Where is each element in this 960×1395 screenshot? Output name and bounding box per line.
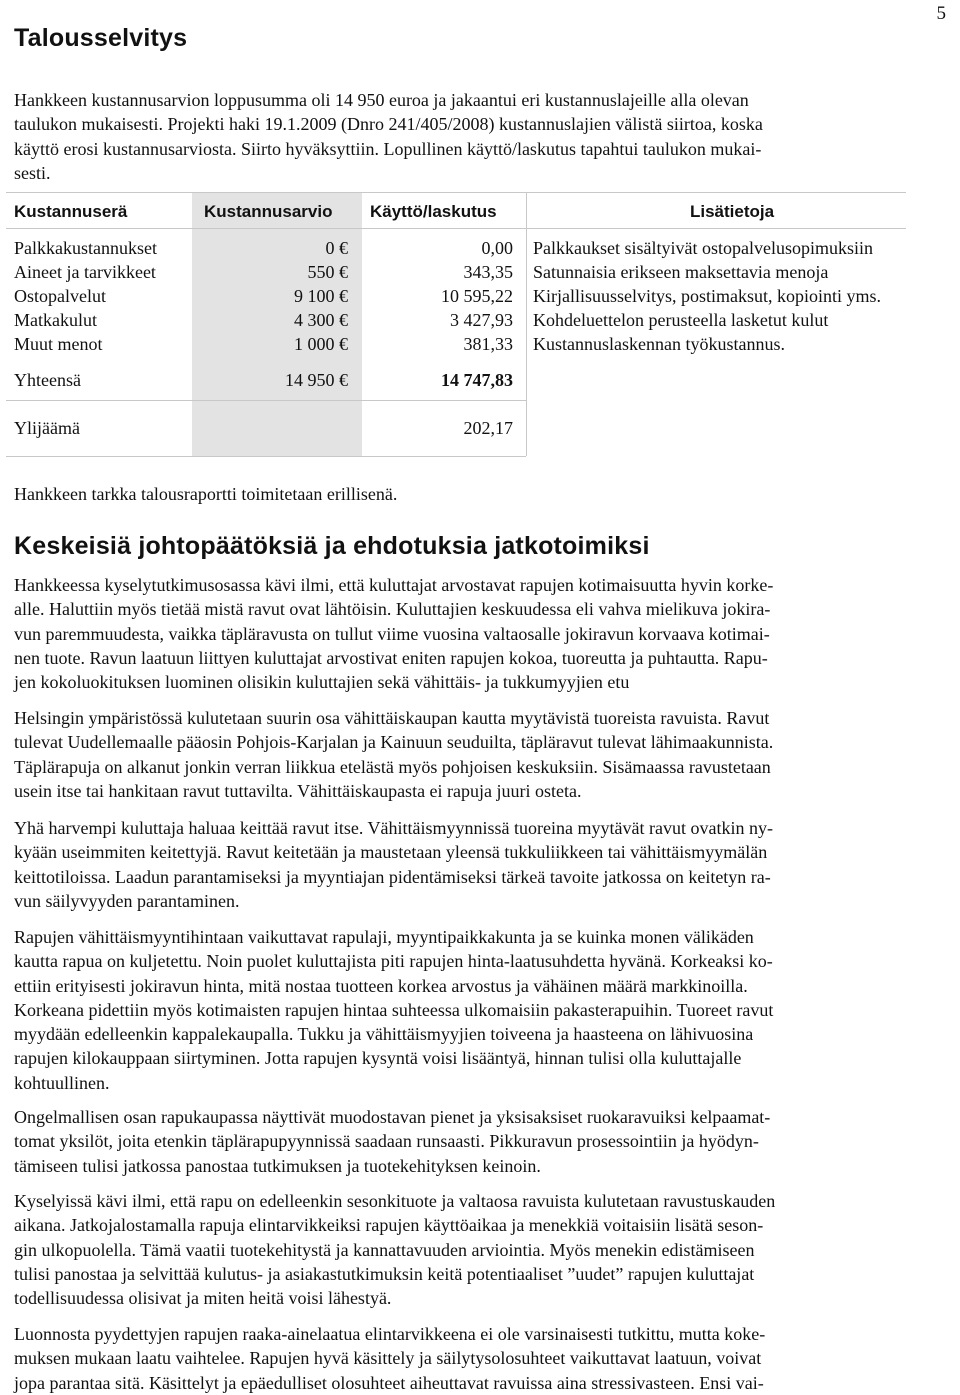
table-row-item: Aineet ja tarvikkeet bbox=[14, 262, 156, 282]
table-row-used: 10 595,22 bbox=[441, 286, 513, 306]
table-row-item: Ostopalvelut bbox=[14, 286, 106, 306]
paragraph bbox=[14, 1189, 904, 1310]
page-number: 5 bbox=[936, 3, 946, 24]
text-line: Hankkeen tarkka talousraportti toimitetaan erillisenä. bbox=[14, 484, 398, 504]
text-line: myydään edelleenkin kappalekaupalla. Tukku ja vähittäismyyjien toiveena ja haasteena on lähivuosina bbox=[14, 1024, 754, 1045]
text-line: nen tuote. Ravun laatuun liittyen kuluttajat arvostivat eniten rapujen kokoa, tuoreutta ja puhtautta. Rapu- bbox=[14, 647, 768, 668]
report-note bbox=[14, 482, 904, 506]
text-line: tämiseen tulisi jatkossa panostaa tutkimuksen ja tuotekehityksen keinoin. bbox=[14, 1155, 541, 1176]
paragraph bbox=[14, 1322, 904, 1395]
table-rule bbox=[6, 400, 526, 401]
header-kustannusera: Kustannuserä bbox=[14, 202, 128, 221]
text-line: kohtuullinen. bbox=[14, 1072, 110, 1093]
paragraph bbox=[14, 1105, 904, 1178]
text-line: tulevat Uudellemaalle pääosin Pohjois-Karjalan ja Kainuun seuduilta, täpläravut tulevat lähimaakunnista. bbox=[14, 732, 774, 753]
text-line: vun paremmuudesta, vaikka täpläravusta on tullut viime vuosina valtaosalle jokiravun korvaava kotimai- bbox=[14, 623, 770, 644]
text-line: Helsingin ympäristössä kulutetaan suurin osa vähittäiskaupan kautta myytävistä tuoreista ravuista. Ravut bbox=[14, 708, 770, 728]
section-title-talousselvitys: Talousselvitys bbox=[14, 24, 188, 52]
text-line: todellisuudessa olisivat ja miten heitä voisi lähestyä. bbox=[14, 1288, 392, 1309]
surplus-used: 202,17 bbox=[463, 418, 513, 438]
text-line: Yhä harvempi kuluttaja haluaa keittää ravut itse. Vähittäismyynnissä tuoreina myytävät ravut ovatkin ny- bbox=[14, 818, 773, 838]
table-row-info: Kohdeluettelon perusteella lasketut kulut bbox=[533, 310, 829, 330]
paragraph bbox=[14, 706, 904, 803]
table-row-used: 343,35 bbox=[463, 262, 513, 282]
table-row-budget: 0 € bbox=[325, 238, 348, 258]
text-line: Luonnosta pyydettyjen rapujen raaka-ainelaatua elintarvikkeena ei ole varsinaisesti tutkittu, mutta koke- bbox=[14, 1324, 766, 1344]
table-row-budget: 550 € bbox=[307, 262, 348, 282]
text-line: usein itse tai hankitaan ravut tuttavilta. Vähittäiskaupasta ei rapuja juuri osteta. bbox=[14, 780, 582, 801]
text-line: Rapujen vähittäismyyntihintaan vaikuttavat rapulaji, myyntipaikkakunta ja se kuinka monen välikäden bbox=[14, 927, 754, 947]
text-line: vun säilyvyyden parantaminen. bbox=[14, 890, 240, 911]
text-line: Hankkeessa kyselytutkimusosassa kävi ilmi, että kuluttajat arvostavat rapujen kotimaisuutta hyvin korke- bbox=[14, 575, 774, 595]
text-line: Ongelmallisen osan rapukaupassa näyttivät muodostavan pienet ja yksisaksiset ruokaravuiksi kelpaamat- bbox=[14, 1107, 771, 1127]
text-line: Hankkeen kustannusarvion loppusumma oli 14 950 euroa ja jakaantui eri kustannuslajeille alla olevan bbox=[14, 90, 749, 110]
paragraph bbox=[14, 816, 904, 913]
text-line: alle. Haluttiin myös tietää mistä ravut ovat lähtöisin. Kuluttajien keskuudessa eli vahva mielikuva jokira- bbox=[14, 599, 771, 620]
total-used: 14 747,83 bbox=[441, 370, 513, 390]
table-row-item: Matkakulut bbox=[14, 310, 97, 330]
table-row-info: Satunnaisia erikseen maksettavia menoja bbox=[533, 262, 829, 282]
text-line: Täplärapuja on alkanut jonkin verran liikkua etelästä myös pohjoisen keskuksiin. Sisämaassa ravustetaan bbox=[14, 756, 771, 777]
text-line: kautta rapua on kuljetettu. Noin puolet kuluttajista piti rapujen hinta-laatusuhdetta hyvänä. Korkeaksi ko- bbox=[14, 951, 773, 972]
paragraph bbox=[14, 573, 904, 694]
text-line: Korkeana pidettiin myös kotimaisten rapujen hintaa suhteessa ulkomaisiin pakasterapuihin. Tuoreet ravut bbox=[14, 999, 774, 1020]
total-label: Yhteensä bbox=[14, 370, 81, 390]
text-line: taulukon mukaisesti. Projekti haki 19.1.2009 (Dnro 241/405/2008) kustannuslajien välistä siirtoa, koska bbox=[14, 114, 763, 135]
table-row-item: Palkkakustannukset bbox=[14, 238, 157, 258]
text-line: kyään useimmiten keitettyjä. Ravut keitetään ja maustetaan yleensä tukkuliikkeen tai vähittäismyymälän bbox=[14, 842, 768, 863]
table-rule bbox=[6, 192, 906, 193]
table-row-info: Kirjallisuusselvitys, postimaksut, kopiointi yms. bbox=[533, 286, 882, 306]
table-row-budget: 9 100 € bbox=[294, 286, 348, 306]
text-line: jopa parantaa sitä. Käsittelyt ja epäedulliset olosuhteet aiheuttavat ravuissa aina stressivasteen. Ensi vai- bbox=[14, 1372, 764, 1393]
text-line: tulisi panostaa ja selvittää kulutus- ja asiakastutkimuksin keitä potentiaaliset ”uudet” rapujen kuluttajat bbox=[14, 1263, 755, 1284]
text-line: gin ulkopuolella. Tämä vaatii tuotekehitystä ja kannattavuuden arviointia. Myös menekin edistämiseen bbox=[14, 1239, 755, 1260]
table-row-budget: 1 000 € bbox=[294, 334, 348, 354]
budget-table bbox=[6, 192, 906, 456]
text-line: sesti. bbox=[14, 162, 51, 183]
table-row-info: Palkkaukset sisältyivät ostopalvelusopimuksiin bbox=[533, 238, 873, 258]
text-line: tomat yksilöt, joita etenkin täplärapupyynnissä saadaan runsaasti. Pikkuravun prosessointiin ja hyödyn- bbox=[14, 1131, 759, 1152]
table-rule bbox=[6, 456, 526, 457]
table-rule bbox=[526, 192, 527, 456]
text-line: käyttö erosi kustannusarviosta. Siirto hyväksyttiin. Lopullinen käyttö/laskutus tapahtui taulukon mukai- bbox=[14, 138, 762, 159]
table-row-used: 3 427,93 bbox=[450, 310, 513, 330]
table-row-item: Muut menot bbox=[14, 334, 103, 354]
table-row-used: 381,33 bbox=[463, 334, 513, 354]
text-line: Kyselyissä kävi ilmi, että rapu on edelleenkin sesonkituote ja valtaosa ravuista kulutetaan ravustuskauden bbox=[14, 1191, 776, 1211]
paragraph bbox=[14, 925, 904, 1095]
text-line: muksen mukaan laatu vaihtelee. Rapujen hyvä käsittely ja säilytysolosuhteet vaikuttavat laatuun, voivat bbox=[14, 1348, 762, 1369]
total-budget: 14 950 € bbox=[285, 370, 348, 390]
table-row-used: 0,00 bbox=[481, 238, 513, 258]
table-row-budget: 4 300 € bbox=[294, 310, 348, 330]
table-rule bbox=[6, 228, 906, 229]
table-row-info: Kustannuslaskennan työkustannus. bbox=[533, 334, 785, 354]
text-line: rapujen kilokauppaan siirtyminen. Jotta rapujen kysyntä voisi lisääntyä, hinnan tulisi olla kuluttajalle bbox=[14, 1048, 742, 1069]
text-line: jen kokoluokituksen luominen olisikin kuluttajien sekä vähittäis- ja tukkumyyjien etu bbox=[14, 672, 630, 693]
text-line: keittotiloissa. Laadun parantamiseksi ja myyntiajan pidentämiseksi tärkeä tavoite jatkossa on keitetyn ra- bbox=[14, 866, 771, 887]
header-kustannusarvio: Kustannusarvio bbox=[204, 202, 333, 221]
surplus-label: Ylijäämä bbox=[14, 418, 80, 438]
text-line: ettiin erityisesti jokiravun hinta, mitä nostaa tuotteen korkea arvostus ja vähäinen määrä markkinoilla. bbox=[14, 975, 748, 996]
header-kaytto-laskutus: Käyttö/laskutus bbox=[370, 202, 497, 221]
text-line: aikana. Jatkojalostamalla rapuja elintarvikkeiksi rapujen käyttöaikaa ja menekkiä voitaisiin lisätä seson- bbox=[14, 1215, 764, 1236]
intro-paragraph bbox=[14, 88, 904, 185]
header-lisatietoja: Lisätietoja bbox=[690, 202, 775, 221]
section-title-johtopaatokset: Keskeisiä johtopäätöksiä ja ehdotuksia jatkotoimiksi bbox=[14, 532, 650, 560]
